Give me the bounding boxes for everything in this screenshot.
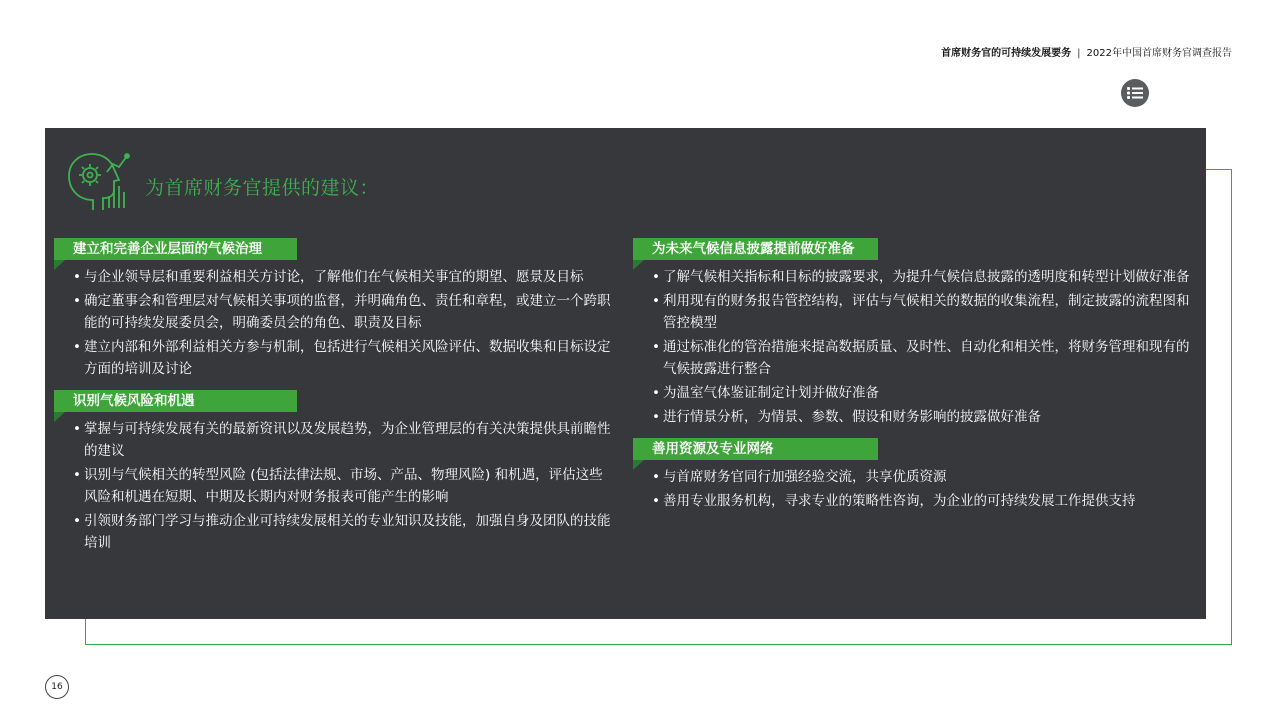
section-disclosure-prep [633, 238, 1193, 428]
header-section-title: 首席财务官的可持续发展要务 [941, 48, 1072, 59]
section-climate-governance [54, 238, 614, 380]
section-resources-network [633, 438, 1193, 512]
section-heading: 善用资源及专业网络 [633, 438, 878, 460]
list-item: • 与首席财务官同行加强经验交流，共享优质资源 [652, 466, 1193, 488]
list-item: • 识别与气候相关的转型风险 (包括法律法规、市场、产品、物理风险) 和机遇，评估这些风险和机遇在短期、中期及长期内对财务报表可能产生的影响 [73, 464, 614, 508]
list-item: • 通过标准化的管治措施来提高数据质量、及时性、自动化和相关性，将财务管理和现有的气候披露进行整合 [652, 336, 1193, 380]
list-item: • 掌握与可持续发展有关的最新资讯以及发展趋势，为企业管理层的有关决策提供具前瞻性的建议 [73, 418, 614, 462]
list-item: • 善用专业服务机构，寻求专业的策略性咨询，为企业的可持续发展工作提供支持 [652, 490, 1193, 512]
list-item: • 为温室气体鉴证制定计划并做好准备 [652, 382, 1193, 404]
section-climate-risks [54, 390, 614, 554]
list-item: • 与企业领导层和重要利益相关方讨论，了解他们在气候相关事宜的期望、愿景及目标 [73, 266, 614, 288]
list-item: • 引领财务部门学习与推动企业可持续发展相关的专业知识及技能，加强自身及团队的技能培训 [73, 510, 614, 554]
recommendations-panel [45, 128, 1206, 619]
report-header [941, 44, 1232, 59]
bullet-list [54, 418, 614, 554]
menu-button[interactable] [1121, 79, 1149, 107]
header-separator: | [1077, 48, 1081, 59]
list-item: • 了解气候相关指标和目标的披露要求，为提升气候信息披露的透明度和转型计划做好准备 [652, 266, 1193, 288]
section-heading: 建立和完善企业层面的气候治理 [54, 238, 297, 260]
head-gear-chart-icon [65, 150, 131, 212]
list-item: • 确定董事会和管理层对气候相关事项的监督，并明确角色、责任和章程，或建立一个跨职能的可持续发展委员会，明确委员会的角色、职责及目标 [73, 290, 614, 334]
bullet-list [633, 466, 1193, 512]
section-heading: 为未来气候信息披露提前做好准备 [633, 238, 878, 260]
section-heading: 识别气候风险和机遇 [54, 390, 297, 412]
list-menu-icon [1127, 86, 1143, 100]
bullet-list [54, 266, 614, 380]
list-item: • 进行情景分析，为情景、参数、假设和财务影响的披露做好准备 [652, 406, 1193, 428]
left-column [54, 238, 614, 564]
header-report-title: 2022年中国首席财务官调查报告 [1086, 48, 1232, 59]
list-item: • 利用现有的财务报告管控结构，评估与气候相关的数据的收集流程，制定披露的流程图和管控模型 [652, 290, 1193, 334]
list-item: • 建立内部和外部利益相关方参与机制，包括进行气候相关风险评估、数据收集和目标设定方面的培训及讨论 [73, 336, 614, 380]
bullet-list [633, 266, 1193, 428]
panel-title: 为首席财务官提供的建议： [145, 177, 380, 199]
right-column [633, 238, 1193, 522]
page-number: 16 [45, 675, 69, 699]
